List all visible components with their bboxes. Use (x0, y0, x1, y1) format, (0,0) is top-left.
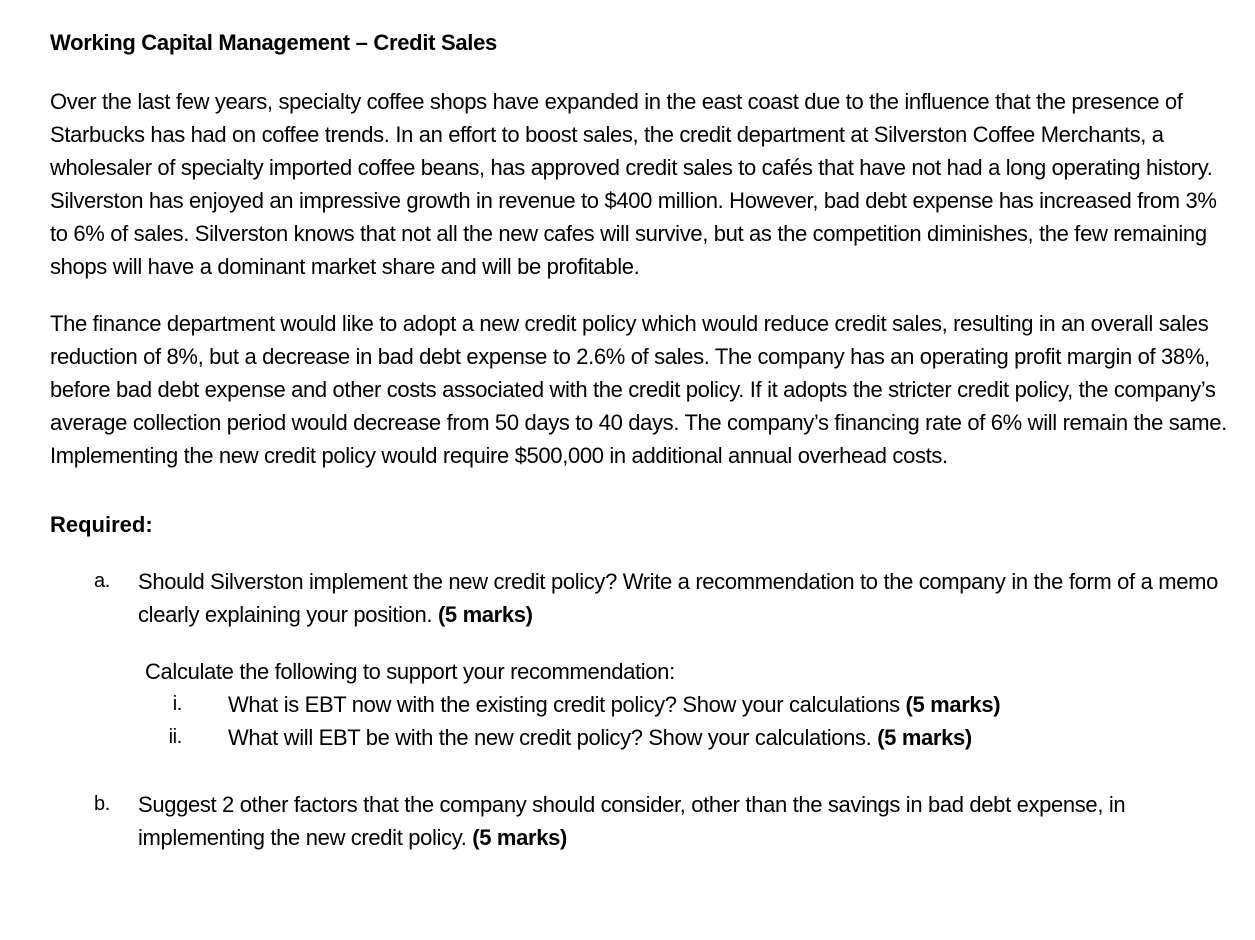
question-a-body: Should Silverston implement the new credit policy? Write a recommendation to the company in the form of a memo clearly explaining your position. (138, 569, 1218, 627)
policy-paragraph: The finance department would like to adopt a new credit policy which would reduce credit sales, resulting in an overall sales reduction of 8%, but a decrease in bad debt expense to 2.6% of sales. The company has an operating profit margin of 38%, before bad debt expense and other costs associated with the credit policy. If it adopts the stricter credit policy, the company’s average collection period would decrease from 50 days to 40 days. The company’s financing rate of 6% will remain the same. Implementing the new credit policy would require $500,000 in additional annual overhead costs. (50, 311, 1227, 468)
sub-question-i-text (228, 688, 1230, 721)
sub-question-ii-body: What will EBT be with the new credit policy? Show your calculations. (228, 725, 872, 750)
sub-question-i-number: i. (172, 693, 182, 715)
sub-question-ii (50, 721, 1230, 754)
question-b-body: Suggest 2 other factors that the company should consider, other than the savings in bad debt expense, in implementing the new credit policy. (138, 792, 1126, 850)
question-b-marks: (5 marks) (472, 825, 567, 850)
question-a (50, 565, 1230, 631)
sub-question-i-marks: (5 marks) (905, 692, 1001, 717)
calc-intro: Calculate the following to support your recommendation: (145, 659, 675, 684)
intro-paragraph: Over the last few years, specialty coffee shops have expanded in the east coast due to the influence that the presence of Starbucks has had on coffee trends. In an effort to boost sales, the credit department at Silverston Coffee Merchants, a wholesaler of specialty imported coffee beans, has approved credit sales to cafés that have not had a long operating history. Silverston has enjoyed an impressive growth in revenue to $400 million. However, bad debt expense has increased from 3% to 6% of sales. Silverston knows that not all the new cafes will survive, but as the competition diminishes, the few remaining shops will have a dominant market share and will be profitable. (50, 89, 1217, 279)
question-a-letter: a. (94, 570, 110, 592)
sub-question-ii-number: ii. (168, 726, 182, 748)
sub-question-i (50, 688, 1230, 721)
document-page (50, 26, 1230, 854)
question-b (50, 788, 1230, 854)
question-b-letter: b. (94, 793, 110, 815)
question-a-marks: (5 marks) (437, 602, 533, 627)
question-a-text (138, 565, 1230, 631)
document-title: Working Capital Management – Credit Sales (50, 30, 497, 55)
required-heading: Required: (50, 512, 153, 537)
sub-question-ii-marks: (5 marks) (877, 725, 972, 750)
sub-question-ii-text (228, 721, 1230, 754)
sub-question-i-body: What is EBT now with the existing credit policy? Show your calculations (228, 692, 906, 717)
question-b-text (138, 788, 1230, 854)
